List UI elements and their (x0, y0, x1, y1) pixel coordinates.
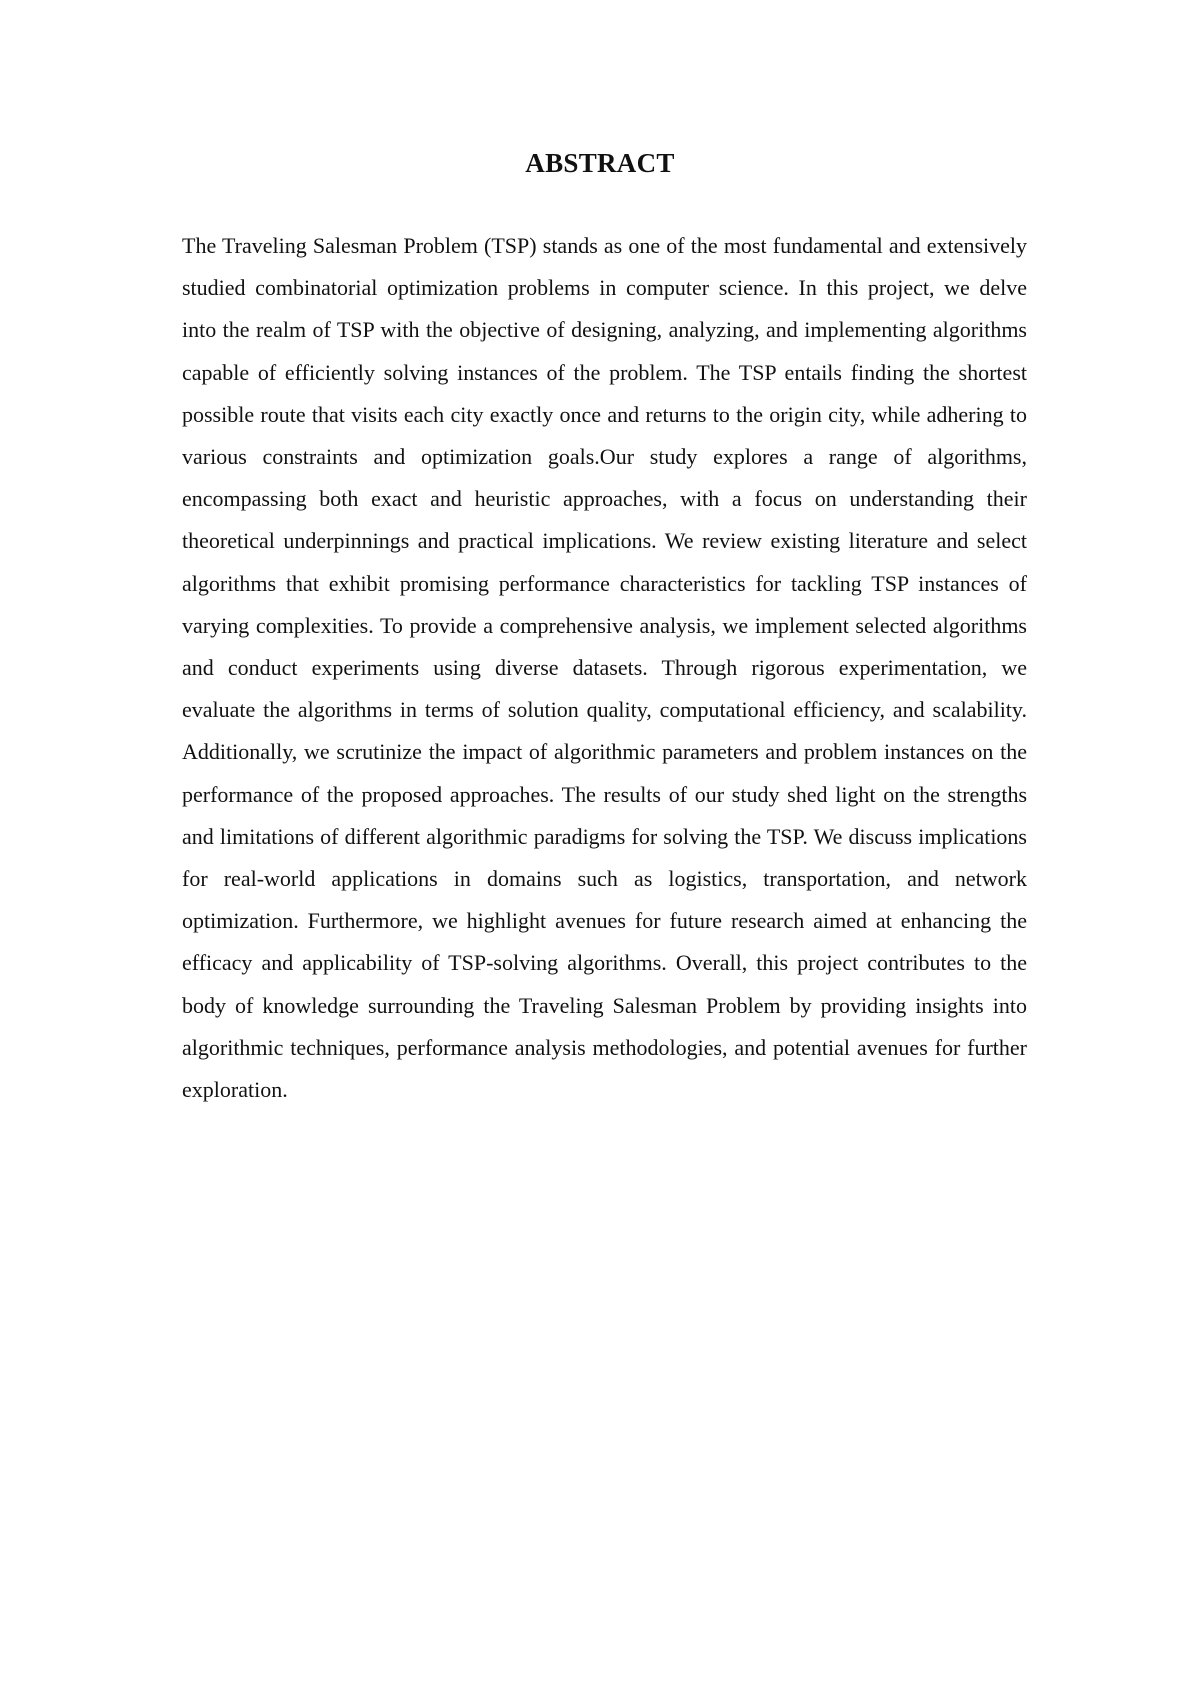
abstract-paragraph: The Traveling Salesman Problem (TSP) stands as one of the most fundamental and extensively studied combinatorial optimization problems in computer science. In this project, we delve into the realm of TSP with the objective of designing, analyzing, and implementing algorithms capable of efficiently solving instances of the problem. The TSP entails finding the shortest possible route that visits each city exactly once and returns to the origin city, while adhering to various constraints and optimization goals.Our study explores a range of algorithms, encompassing both exact and heuristic approaches, with a focus on understanding their theoretical underpinnings and practical implications. We review existing literature and select algorithms that exhibit promising performance characteristics for tackling TSP instances of varying complexities. To provide a comprehensive analysis, we implement selected algorithms and conduct experiments using diverse datasets. Through rigorous experimentation, we evaluate the algorithms in terms of solution quality, computational efficiency, and scalability. Additionally, we scrutinize the impact of algorithmic parameters and problem instances on the performance of the proposed approaches. The results of our study shed light on the strengths and limitations of different algorithmic paradigms for solving the TSP. We discuss implications for real-world applications in domains such as logistics, transportation, and network optimization. Furthermore, we highlight avenues for future research aimed at enhancing the efficacy and applicability of TSP-solving algorithms. Overall, this project contributes to the body of knowledge surrounding the Traveling Salesman Problem by providing insights into algorithmic techniques, performance analysis methodologies, and potential avenues for further exploration. (182, 233, 1027, 1103)
abstract-heading: ABSTRACT (525, 148, 675, 178)
